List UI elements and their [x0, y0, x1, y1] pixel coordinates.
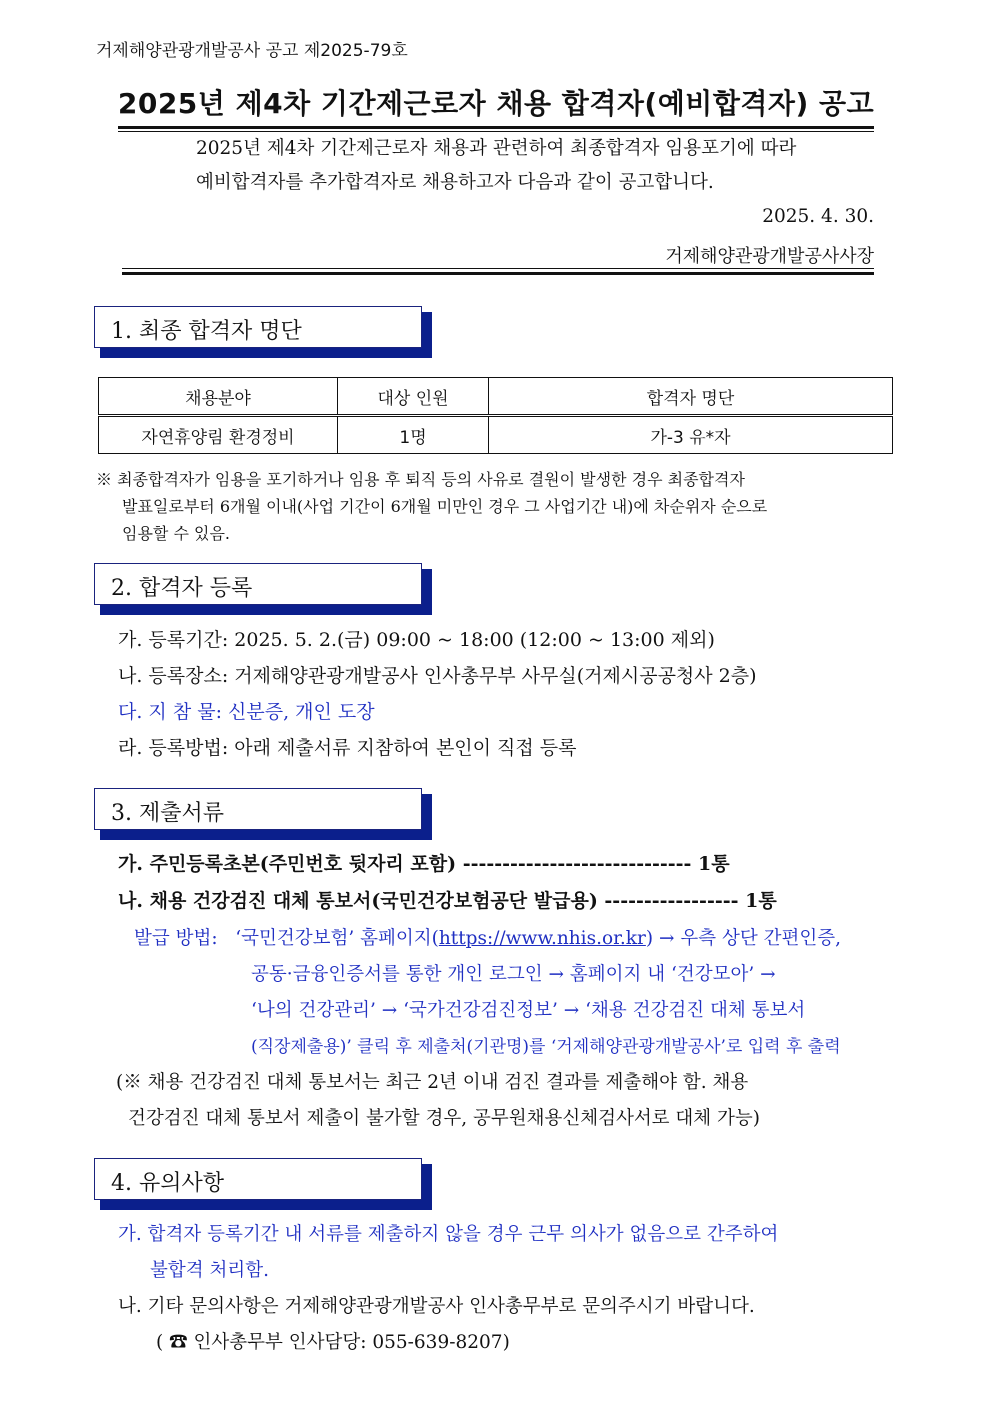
intro-line-1: 2025년 제4차 기간제근로자 채용과 관련하여 최종합격자 임용포기에 따라: [196, 138, 797, 159]
section1-note-line-2: 발표일로부터 6개월 이내(사업 기간이 6개월 미만인 경우 그 사업기간 내)에 차순위자 순으로: [122, 497, 768, 516]
title-rule-thin: [118, 131, 874, 132]
table-cell-count: 1명: [338, 416, 489, 454]
issuer: 거제해양관광개발공사사장: [665, 246, 874, 267]
section2-heading-box: [94, 563, 422, 605]
document-2: 나. 채용 건강검진 대체 통보서(국민건강보험공단 발급용) ----------------- 1통: [118, 890, 777, 912]
issue-method-line-1: [134, 924, 841, 950]
issuer-rule-thin: [122, 268, 874, 269]
section1-heading-box: [94, 306, 422, 348]
table-row: [99, 416, 893, 454]
issue-method-line-4: (직장제출용)’ 클릭 후 제출처(기관명)를 ‘거제해양관광개발공사’로 입력 후 출력: [251, 1037, 841, 1057]
notice-number: 거제해양관광개발공사 공고 제2025-79호: [96, 41, 408, 61]
issue-method-post: ) → 우측 상단 간편인증,: [645, 928, 841, 949]
table-cell-field: 자연휴양림 환경정비: [99, 416, 338, 454]
nhis-link[interactable]: https://www.nhis.or.kr: [438, 928, 646, 949]
registration-method: 라. 등록방법: 아래 제출서류 지참하여 본인이 직접 등록: [118, 737, 577, 759]
result-table: [98, 377, 893, 454]
table-header-names: 합격자 명단: [489, 378, 893, 416]
issue-method-label: 발급 방법:: [134, 928, 218, 949]
section1-note-line-1: ※ 최종합격자가 임용을 포기하거나 임용 후 퇴직 등의 사유로 결원이 발생한 경우 최종합격자: [96, 470, 745, 489]
document-1: 가. 주민등록초본(주민번호 뒷자리 포함) ----------------------------- 1통: [118, 853, 730, 875]
section1-title: 1. 최종 합격자 명단: [111, 319, 302, 344]
table-header-count: 대상 인원: [338, 378, 489, 416]
page-title: 2025년 제4차 기간제근로자 채용 합격자(예비합격자) 공고: [117, 87, 875, 120]
contact-info: 인사총무부 인사담당: 055-639-8207: [193, 1332, 503, 1353]
title-rule-thick: [118, 126, 874, 129]
issue-method-line-2: 공동·금융인증서를 통한 개인 로그인 → 홈페이지 내 ‘건강모아’ →: [251, 964, 776, 985]
section4-title: 4. 유의사항: [111, 1171, 224, 1196]
intro-line-2: 예비합격자를 추가합격자로 채용하고자 다음과 같이 공고합니다.: [196, 172, 714, 193]
table-cell-names: 가-3 유*자: [489, 416, 893, 454]
registration-period: 가. 등록기간: 2025. 5. 2.(금) 09:00 ~ 18:00 (12:00 ~ 13:00 제외): [118, 629, 715, 651]
table-header-field: 채용분야: [99, 378, 338, 416]
issue-method-pre: ‘국민건강보험’ 홈페이지(: [235, 928, 439, 949]
issue-method-line-3: ‘나의 건강관리’ → ‘국가건강검진정보’ → ‘채용 건강검진 대체 통보서: [251, 1000, 806, 1021]
section3-title: 3. 제출서류: [111, 801, 224, 826]
contact-line: ( ☎ 인사총무부 인사담당: 055-639-8207): [156, 1332, 510, 1353]
issuer-rule-thick: [122, 272, 874, 275]
registration-place: 나. 등록장소: 거제해양관광개발공사 인사총무부 사무실(거제시공공청사 2층): [118, 665, 757, 687]
caution-2-line-1: 나. 기타 문의사항은 거제해양관광개발공사 인사총무부로 문의주시기 바랍니다.: [118, 1296, 755, 1317]
notice-date: 2025. 4. 30.: [762, 206, 874, 227]
remark-line-1: (※ 채용 건강검진 대체 통보서는 최근 2년 이내 검진 결과를 제출해야 함. 채용: [116, 1072, 749, 1093]
required-items: 다. 지 참 물: 신분증, 개인 도장: [118, 701, 375, 723]
phone-icon: ☎: [169, 1332, 188, 1353]
section1-note-line-3: 임용할 수 있음.: [122, 524, 230, 543]
table-header-row: [99, 378, 893, 416]
section4-heading-box: [94, 1158, 422, 1200]
caution-1-line-2: 불합격 처리함.: [150, 1260, 269, 1281]
section2-title: 2. 합격자 등록: [111, 576, 253, 601]
section3-heading-box: [94, 788, 422, 830]
caution-1-line-1: 가. 합격자 등록기간 내 서류를 제출하지 않을 경우 근무 의사가 없음으로 간주하여: [118, 1224, 779, 1245]
remark-line-2: 건강검진 대체 통보서 제출이 불가할 경우, 공무원채용신체검사서로 대체 가능): [128, 1108, 761, 1129]
